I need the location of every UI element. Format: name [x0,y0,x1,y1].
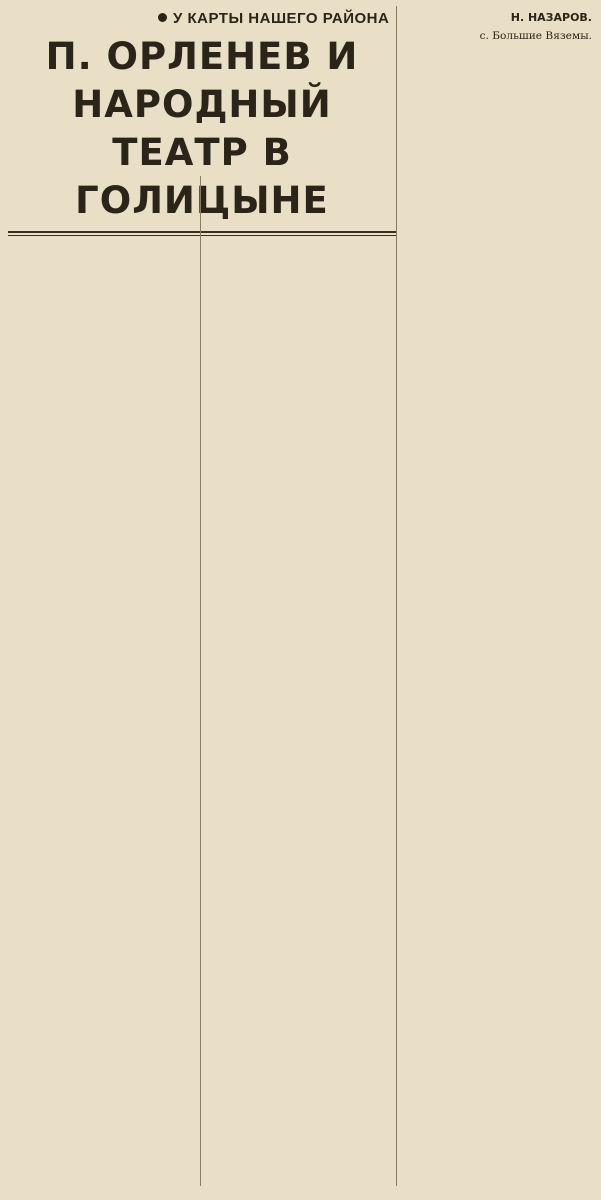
place-line: с. Большие Вяземы. [479,30,592,43]
divider [8,231,396,233]
bullet-icon [158,13,167,22]
divider [8,235,396,236]
headline-line-1: П. ОРЛЕНЕВ И НАРОДНЫЙ [45,35,359,126]
column-separator [200,176,201,1186]
rubric: У КАРТЫ НАШЕГО РАЙОНА [158,10,396,27]
author-signature: Н. НАЗАРОВ. [510,11,592,24]
text-column-3 [400,6,592,43]
headline [8,33,396,225]
header-area [8,6,396,242]
headline-line-2: ТЕАТР В ГОЛИЦЫНЕ [75,131,329,222]
column-separator [396,6,397,1186]
